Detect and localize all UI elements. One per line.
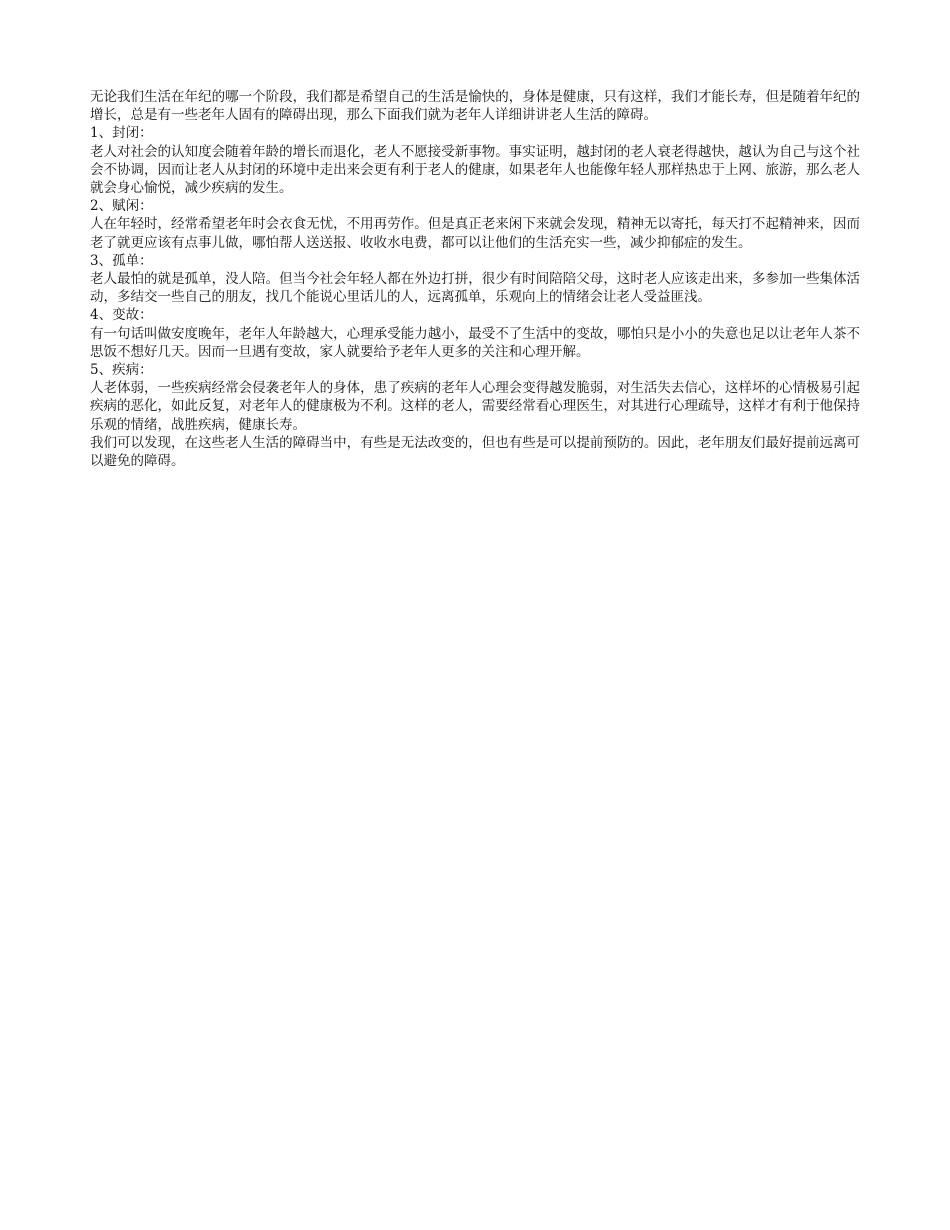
section-heading-disease: 5、疾病： <box>90 362 153 379</box>
document-body <box>90 88 860 470</box>
conclusion-paragraph: 我们可以发现，在这些老人生活的障碍当中，有些是无法改变的，但也有些是可以提前预防的。因此，老年朋友们最好提前远离可以避免的障碍。 <box>90 434 860 470</box>
section-heading-change: 4、变故： <box>90 307 153 324</box>
section-body-disease: 人老体弱，一些疾病经常会侵袭老年人的身体，患了疾病的老年人心理会变得越发脆弱，对生活失去信心，这样坏的心情极易引起疾病的恶化，如此反复，对老年人的健康极为不利。这样的老人，需要经常看心理医生，对其进行心理疏导，这样才有利于他保持乐观的情绪，战胜疾病，健康长寿。 <box>90 380 860 433</box>
section-body-lonely: 老人最怕的就是孤单，没人陪。但当今社会年轻人都在外边打拼，很少有时间陪陪父母，这时老人应该走出来，多参加一些集体活动，多结交一些自己的朋友，找几个能说心里话儿的人，远离孤单，乐观向上的情绪会让老人受益匪浅。 <box>90 271 860 306</box>
section-body-closed: 老人对社会的认知度会随着年龄的增长而退化，老人不愿接受新事物。事实证明，越封闭的老人衰老得越快，越认为自己与这个社会不协调，因而让老人从封闭的环境中走出来会更有利于老人的健康，如果老年人也能像年轻人那样热忠于上网、旅游，那么老人就会身心愉悦，减少疾病的发生。 <box>90 143 860 197</box>
section-heading-closed: 1、封闭： <box>90 125 153 142</box>
section-body-change: 有一句话叫做安度晚年，老年人年龄越大，心理承受能力越小，最受不了生活中的变故，哪怕只是小小的失意也足以让老年人茶不思饭不想好几天。因而一旦遇有变故，家人就要给予老年人更多的关注和心理开解。 <box>90 325 860 360</box>
section-heading-idle: 2、赋闲： <box>90 198 153 215</box>
section-heading-lonely: 3、孤单： <box>90 252 153 269</box>
section-body-idle: 人在年轻时，经常希望老年时会衣食无忧，不用再劳作。但是真正老来闲下来就会发现，精神无以寄托，每天打不起精神来，因而老了就更应该有点事儿做，哪怕帮人送送报、收收水电费，都可以让他们的生活充实一些，减少抑郁症的发生。 <box>90 216 860 251</box>
intro-paragraph: 无论我们生活在年纪的哪一个阶段，我们都是希望自己的生活是愉快的，身体是健康，只有这样，我们才能长寿，但是随着年纪的增长，总是有一些老年人固有的障碍出现，那么下面我们就为老年人详细讲讲老人生活的障碍。 <box>90 89 860 124</box>
